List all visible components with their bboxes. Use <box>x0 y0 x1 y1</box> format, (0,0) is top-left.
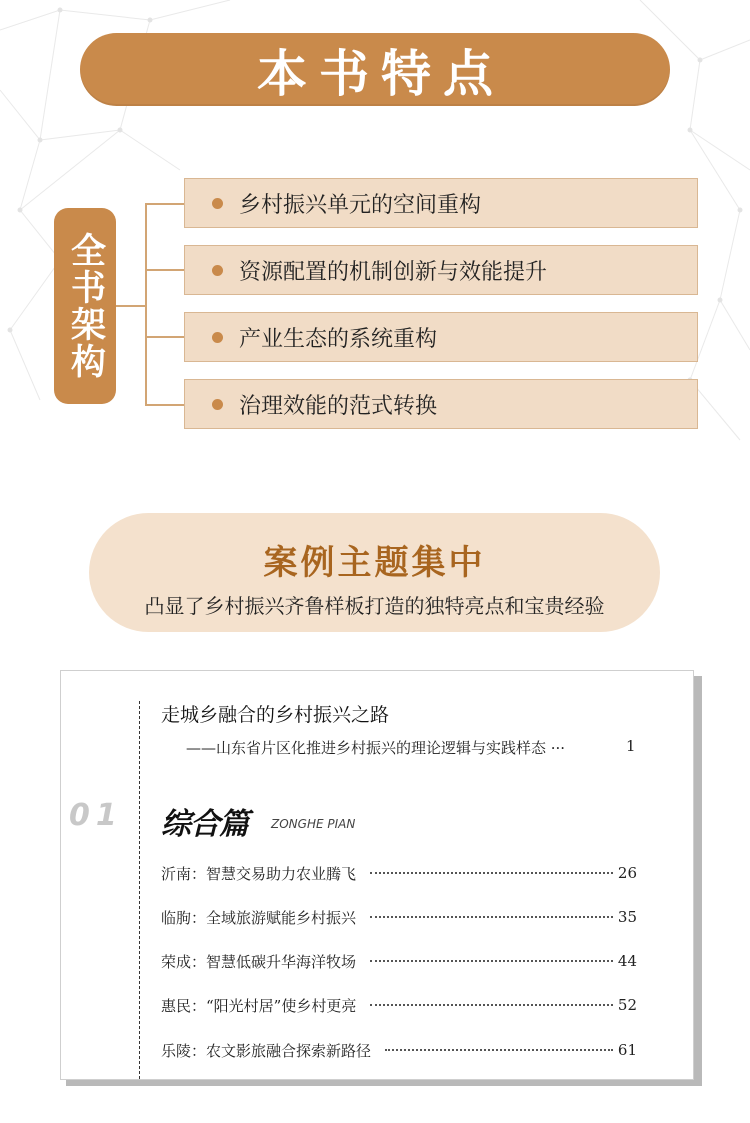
toc-entry-title: 沂南：智慧交易助力农业腾飞 <box>161 864 357 883</box>
feature-item-label: 产业生态的系统重构 <box>239 326 438 352</box>
tree-connector-branch <box>145 203 184 205</box>
dot-leader <box>385 1049 613 1051</box>
toc-page <box>60 670 694 1080</box>
dot-leader <box>370 916 613 918</box>
toc-entry[interactable] <box>161 950 637 972</box>
feature-item-label: 治理效能的范式转换 <box>239 393 438 419</box>
case-theme-subtitle: 凸显了乡村振兴齐鲁样板打造的独特亮点和宝贵经验 <box>144 594 605 618</box>
toc-entry[interactable] <box>161 906 637 928</box>
feature-item <box>184 178 698 228</box>
dot-leader <box>370 1004 613 1006</box>
tree-connector-stem <box>116 305 146 307</box>
toc-entry[interactable] <box>161 994 637 1016</box>
toc-entry-title: 荣成：智慧低碳升华海洋牧场 <box>161 952 357 971</box>
structure-badge <box>54 208 116 404</box>
bullet-dot-icon <box>212 265 223 276</box>
dot-leader <box>370 872 613 874</box>
toc-entry-page: 61 <box>617 1041 637 1059</box>
toc-intro-page: 1 <box>626 737 636 755</box>
bullet-dot-icon <box>212 198 223 209</box>
tree-connector-branch <box>145 269 184 271</box>
toc-entry[interactable] <box>161 1039 637 1061</box>
feature-item <box>184 245 698 295</box>
part-title: 综合篇 <box>161 807 248 842</box>
feature-item <box>184 312 698 362</box>
toc-entry-page: 26 <box>617 864 637 882</box>
bullet-dot-icon <box>212 399 223 410</box>
part-pinyin: ZONGHE PIAN <box>271 817 356 831</box>
toc-entry[interactable] <box>161 862 637 884</box>
case-theme-banner <box>89 513 660 632</box>
dot-leader <box>370 960 613 962</box>
structure-badge-label: 全书架构 <box>65 232 106 380</box>
feature-item <box>184 379 698 429</box>
tree-connector-branch <box>145 336 184 338</box>
toc-dashed-rule <box>139 701 140 1079</box>
toc-intro-title: 走城乡融合的乡村振兴之路 <box>161 704 390 726</box>
book-features-title-pill <box>80 33 670 106</box>
toc-entry-title: 惠民：“阳光村居”使乡村更亮 <box>161 996 357 1015</box>
feature-item-label: 资源配置的机制创新与效能提升 <box>239 259 548 285</box>
toc-entry-title: 临朐：全域旅游赋能乡村振兴 <box>161 908 357 927</box>
book-features-title: 本书特点 <box>257 44 505 103</box>
tree-connector-trunk <box>145 203 147 406</box>
case-theme-title: 案例主题集中 <box>263 543 486 583</box>
toc-entry-page: 35 <box>617 908 637 926</box>
toc-entry-page: 52 <box>617 996 637 1014</box>
tree-connector-branch <box>145 404 184 406</box>
feature-item-label: 乡村振兴单元的空间重构 <box>239 192 482 218</box>
toc-entry-page: 44 <box>617 952 637 970</box>
toc-intro-subtitle: ——山东省片区化推进乡村振兴的理论逻辑与实践样态 ··· <box>186 739 566 757</box>
part-number: 01 <box>69 798 123 833</box>
toc-entry-title: 乐陵：农文影旅融合探索新路径 <box>161 1041 372 1060</box>
bullet-dot-icon <box>212 332 223 343</box>
